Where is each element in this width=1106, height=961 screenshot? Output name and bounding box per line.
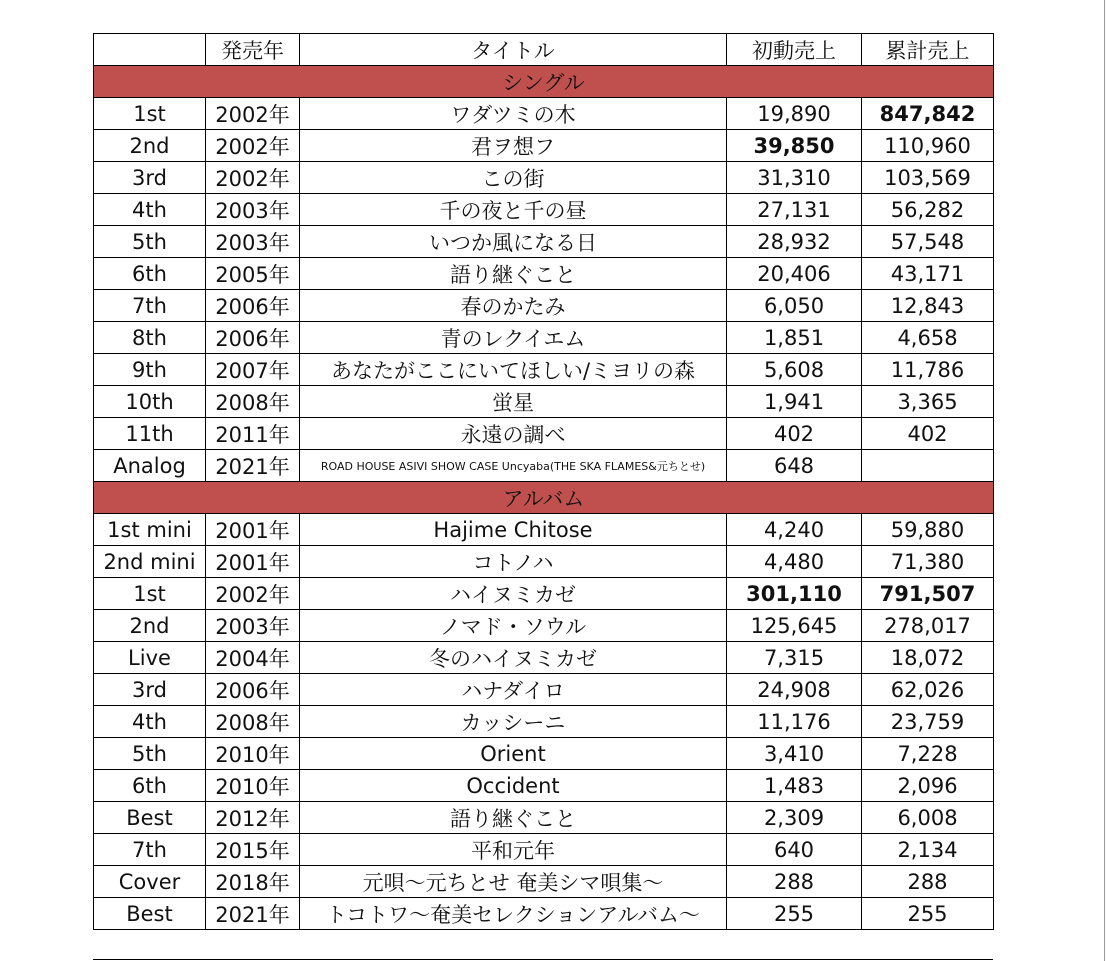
first-week-sales-cell: 39,850 bbox=[727, 130, 862, 162]
total-sales-cell: 288 bbox=[862, 866, 994, 898]
release-number-cell: 7th bbox=[94, 834, 206, 866]
release-number-cell: Best bbox=[94, 898, 206, 930]
table-row bbox=[94, 642, 994, 674]
release-year-cell: 2008年 bbox=[206, 386, 300, 418]
release-number-cell: 2nd mini bbox=[94, 546, 206, 578]
table-row bbox=[94, 322, 994, 354]
first-week-sales-cell: 11,176 bbox=[727, 706, 862, 738]
first-week-sales-cell: 1,941 bbox=[727, 386, 862, 418]
release-year-cell: 2006年 bbox=[206, 674, 300, 706]
release-title-cell: 冬のハイヌミカゼ bbox=[300, 642, 727, 674]
table-row bbox=[94, 802, 994, 834]
release-number-cell: 5th bbox=[94, 226, 206, 258]
table-row bbox=[94, 418, 994, 450]
release-year-cell: 2010年 bbox=[206, 738, 300, 770]
total-sales-cell: 278,017 bbox=[862, 610, 994, 642]
first-week-sales-cell: 28,932 bbox=[727, 226, 862, 258]
release-number-cell: 2nd bbox=[94, 610, 206, 642]
first-week-sales-cell: 24,908 bbox=[727, 674, 862, 706]
release-title-cell: Hajime Chitose bbox=[300, 514, 727, 546]
release-number-cell: 5th bbox=[94, 738, 206, 770]
release-number-cell: Cover bbox=[94, 866, 206, 898]
release-title-cell: ノマド・ソウル bbox=[300, 610, 727, 642]
total-sales-cell: 23,759 bbox=[862, 706, 994, 738]
release-year-cell: 2007年 bbox=[206, 354, 300, 386]
release-year-cell: 2018年 bbox=[206, 866, 300, 898]
release-title-cell: 春のかたみ bbox=[300, 290, 727, 322]
total-sales-cell: 56,282 bbox=[862, 194, 994, 226]
first-week-sales-cell: 6,050 bbox=[727, 290, 862, 322]
total-sales-cell: 6,008 bbox=[862, 802, 994, 834]
table-row bbox=[94, 354, 994, 386]
header-title: タイトル bbox=[300, 34, 727, 66]
first-week-sales-cell: 288 bbox=[727, 866, 862, 898]
first-week-sales-cell: 301,110 bbox=[727, 578, 862, 610]
release-number-cell: 6th bbox=[94, 770, 206, 802]
table-row bbox=[94, 514, 994, 546]
table-row bbox=[94, 194, 994, 226]
release-year-cell: 2015年 bbox=[206, 834, 300, 866]
release-title-cell: 蛍星 bbox=[300, 386, 727, 418]
first-week-sales-cell: 640 bbox=[727, 834, 862, 866]
release-year-cell: 2021年 bbox=[206, 898, 300, 930]
table-row bbox=[94, 130, 994, 162]
section-header-row bbox=[94, 482, 994, 514]
release-title-cell: ROAD HOUSE ASIVI SHOW CASE Uncyaba(THE SKA FLAMES&元ちとせ) bbox=[300, 450, 727, 482]
table-row bbox=[94, 450, 994, 482]
release-number-cell: 1st bbox=[94, 98, 206, 130]
release-number-cell: 10th bbox=[94, 386, 206, 418]
table-row bbox=[94, 162, 994, 194]
release-number-cell: Analog bbox=[94, 450, 206, 482]
first-week-sales-cell: 648 bbox=[727, 450, 862, 482]
release-title-cell: コトノハ bbox=[300, 546, 727, 578]
total-sales-cell: 43,171 bbox=[862, 258, 994, 290]
first-week-sales-cell: 5,608 bbox=[727, 354, 862, 386]
total-sales-cell: 59,880 bbox=[862, 514, 994, 546]
total-sales-cell: 3,365 bbox=[862, 386, 994, 418]
first-week-sales-cell: 125,645 bbox=[727, 610, 862, 642]
release-year-cell: 2005年 bbox=[206, 258, 300, 290]
first-week-sales-cell: 2,309 bbox=[727, 802, 862, 834]
total-sales-cell: 402 bbox=[862, 418, 994, 450]
release-number-cell: 11th bbox=[94, 418, 206, 450]
release-year-cell: 2002年 bbox=[206, 130, 300, 162]
table-row bbox=[94, 226, 994, 258]
release-year-cell: 2002年 bbox=[206, 162, 300, 194]
release-year-cell: 2011年 bbox=[206, 418, 300, 450]
total-sales-cell: 62,026 bbox=[862, 674, 994, 706]
release-number-cell: 4th bbox=[94, 194, 206, 226]
release-year-cell: 2001年 bbox=[206, 546, 300, 578]
release-title-cell: ハイヌミカゼ bbox=[300, 578, 727, 610]
release-title-cell: Orient bbox=[300, 738, 727, 770]
release-title-cell: 語り継ぐこと bbox=[300, 258, 727, 290]
table-row bbox=[94, 738, 994, 770]
release-title-cell: いつか風になる日 bbox=[300, 226, 727, 258]
first-week-sales-cell: 3,410 bbox=[727, 738, 862, 770]
table-row bbox=[94, 770, 994, 802]
release-title-cell: ハナダイロ bbox=[300, 674, 727, 706]
release-number-cell: 4th bbox=[94, 706, 206, 738]
first-week-sales-cell: 255 bbox=[727, 898, 862, 930]
page-edge-line bbox=[1104, 0, 1105, 961]
table-body bbox=[94, 66, 994, 930]
total-sales-cell: 12,843 bbox=[862, 290, 994, 322]
release-title-cell: 元唄～元ちとせ 奄美シマ唄集～ bbox=[300, 866, 727, 898]
first-week-sales-cell: 20,406 bbox=[727, 258, 862, 290]
release-title-cell: 永遠の調べ bbox=[300, 418, 727, 450]
release-title-cell: 青のレクイエム bbox=[300, 322, 727, 354]
first-week-sales-cell: 31,310 bbox=[727, 162, 862, 194]
table-row bbox=[94, 258, 994, 290]
release-title-cell: この街 bbox=[300, 162, 727, 194]
table-row bbox=[94, 866, 994, 898]
release-title-cell: Occident bbox=[300, 770, 727, 802]
first-week-sales-cell: 402 bbox=[727, 418, 862, 450]
table-row bbox=[94, 674, 994, 706]
release-number-cell: Best bbox=[94, 802, 206, 834]
release-year-cell: 2002年 bbox=[206, 578, 300, 610]
release-number-cell: 7th bbox=[94, 290, 206, 322]
table-row bbox=[94, 706, 994, 738]
first-week-sales-cell: 27,131 bbox=[727, 194, 862, 226]
sales-table-container bbox=[93, 33, 993, 930]
total-sales-cell bbox=[862, 450, 994, 482]
release-title-cell: あなたがここにいてほしい/ミヨリの森 bbox=[300, 354, 727, 386]
table-row bbox=[94, 290, 994, 322]
release-year-cell: 2008年 bbox=[206, 706, 300, 738]
first-week-sales-cell: 1,483 bbox=[727, 770, 862, 802]
table-row bbox=[94, 546, 994, 578]
release-year-cell: 2004年 bbox=[206, 642, 300, 674]
total-sales-cell: 71,380 bbox=[862, 546, 994, 578]
total-sales-cell: 110,960 bbox=[862, 130, 994, 162]
section-label: シングル bbox=[94, 66, 994, 98]
release-year-cell: 2003年 bbox=[206, 226, 300, 258]
bottom-rule bbox=[93, 959, 993, 960]
table-row bbox=[94, 610, 994, 642]
table-row bbox=[94, 898, 994, 930]
section-label: アルバム bbox=[94, 482, 994, 514]
header-total-sales: 累計売上 bbox=[862, 34, 994, 66]
total-sales-cell: 255 bbox=[862, 898, 994, 930]
release-year-cell: 2010年 bbox=[206, 770, 300, 802]
release-number-cell: 2nd bbox=[94, 130, 206, 162]
total-sales-cell: 103,569 bbox=[862, 162, 994, 194]
release-number-cell: 3rd bbox=[94, 674, 206, 706]
table-row bbox=[94, 98, 994, 130]
table-row bbox=[94, 386, 994, 418]
total-sales-cell: 2,096 bbox=[862, 770, 994, 802]
release-year-cell: 2002年 bbox=[206, 98, 300, 130]
release-number-cell: 8th bbox=[94, 322, 206, 354]
release-number-cell: 3rd bbox=[94, 162, 206, 194]
release-number-cell: Live bbox=[94, 642, 206, 674]
total-sales-cell: 11,786 bbox=[862, 354, 994, 386]
header-year: 発売年 bbox=[206, 34, 300, 66]
release-year-cell: 2021年 bbox=[206, 450, 300, 482]
release-year-cell: 2003年 bbox=[206, 194, 300, 226]
header-number bbox=[94, 34, 206, 66]
release-title-cell: 千の夜と千の昼 bbox=[300, 194, 727, 226]
header-row bbox=[94, 34, 994, 66]
total-sales-cell: 57,548 bbox=[862, 226, 994, 258]
release-title-cell: ワダツミの木 bbox=[300, 98, 727, 130]
total-sales-cell: 847,842 bbox=[862, 98, 994, 130]
release-title-cell: 平和元年 bbox=[300, 834, 727, 866]
release-title-cell: 君ヲ想フ bbox=[300, 130, 727, 162]
total-sales-cell: 18,072 bbox=[862, 642, 994, 674]
total-sales-cell: 4,658 bbox=[862, 322, 994, 354]
release-number-cell: 6th bbox=[94, 258, 206, 290]
release-title-cell: カッシーニ bbox=[300, 706, 727, 738]
release-year-cell: 2006年 bbox=[206, 290, 300, 322]
total-sales-cell: 2,134 bbox=[862, 834, 994, 866]
release-year-cell: 2003年 bbox=[206, 610, 300, 642]
release-year-cell: 2012年 bbox=[206, 802, 300, 834]
release-number-cell: 9th bbox=[94, 354, 206, 386]
release-year-cell: 2001年 bbox=[206, 514, 300, 546]
first-week-sales-cell: 4,240 bbox=[727, 514, 862, 546]
release-number-cell: 1st mini bbox=[94, 514, 206, 546]
header-first-week-sales: 初動売上 bbox=[727, 34, 862, 66]
release-number-cell: 1st bbox=[94, 578, 206, 610]
release-year-cell: 2006年 bbox=[206, 322, 300, 354]
first-week-sales-cell: 19,890 bbox=[727, 98, 862, 130]
release-title-cell: 語り継ぐこと bbox=[300, 802, 727, 834]
table-row bbox=[94, 834, 994, 866]
release-title-cell: トコトワ～奄美セレクションアルバム～ bbox=[300, 898, 727, 930]
sales-table bbox=[93, 33, 994, 930]
table-row bbox=[94, 578, 994, 610]
first-week-sales-cell: 4,480 bbox=[727, 546, 862, 578]
total-sales-cell: 791,507 bbox=[862, 578, 994, 610]
section-header-row bbox=[94, 66, 994, 98]
total-sales-cell: 7,228 bbox=[862, 738, 994, 770]
first-week-sales-cell: 7,315 bbox=[727, 642, 862, 674]
first-week-sales-cell: 1,851 bbox=[727, 322, 862, 354]
